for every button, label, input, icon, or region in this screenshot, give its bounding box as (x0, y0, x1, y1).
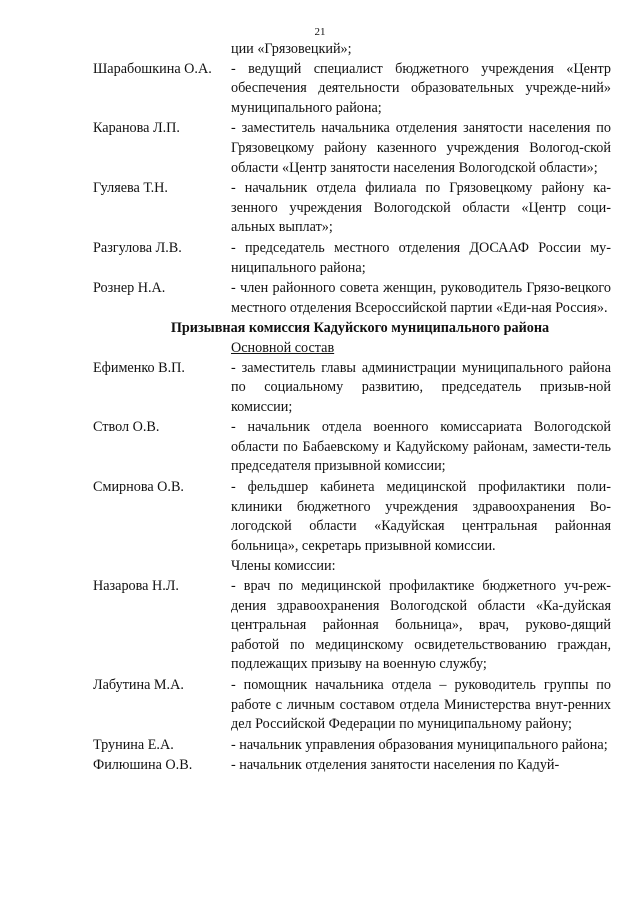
entries-members (93, 577, 611, 776)
member-position: - начальник отдела военного комиссариата Вологодской области по Бабаевскому и Кадуйскому районам, замести-тель председателя призывной комиссии; (231, 419, 611, 475)
member-name: Смирнова О.В. (93, 479, 184, 496)
member-name: Шарабошкина О.А. (93, 60, 212, 77)
member-entry (93, 60, 611, 119)
section-title: Призывная комиссия Кадуйского муниципального района (170, 320, 550, 337)
member-position: - ведущий специалист бюджетного учреждения «Центр обеспечения деятельности образовательных учрежде-ний» муниципального района; (231, 60, 611, 116)
member-entry (93, 119, 611, 178)
member-name: Филюшина О.В. (93, 757, 193, 774)
continuation-text: ции «Грязовецкий»; (231, 41, 352, 57)
entries-top (93, 60, 611, 319)
member-name: Назарова Н.Л. (93, 578, 179, 595)
member-position: - начальник отделения занятости населения по Кадуй- (231, 757, 560, 774)
member-position: - врач по медицинской профилактике бюджетного уч-реж-дения здравоохранения Вологодской области «Ка-дуйская центральная районная больница», врач, руково-дящий работой по медицинскому освидетельствованию граждан, подлежащих призыву на военную службу; (231, 578, 611, 673)
member-entry (93, 359, 611, 418)
member-entry (93, 179, 611, 238)
member-name: Трунина Е.А. (93, 736, 174, 753)
member-entry (93, 478, 611, 556)
member-name: Каранова Л.П. (93, 120, 180, 137)
member-position: - заместитель начальника отделения занятости населения по Грязовецкому району казенного учреждения Вологод-ской области «Центр занятости населения Вологодской области»; (231, 120, 611, 176)
members-label: Члены комиссии: (231, 558, 336, 575)
member-position: - помощник начальника отдела – руководитель группы по работе с личным составом отдела Министерства внут-ренних дел Российской Федерации по муниципальному району; (231, 677, 611, 733)
member-name: Гуляева Т.Н. (93, 180, 168, 197)
member-name: Рознер Н.А. (93, 280, 166, 297)
member-entry (93, 736, 611, 756)
member-name: Разгулова Л.В. (93, 239, 182, 256)
member-position: - председатель местного отделения ДОСААФ России му-ниципального района; (231, 239, 611, 276)
entries-main (93, 359, 611, 557)
member-entry (93, 239, 611, 278)
section-subtitle: Основной состав (231, 339, 335, 356)
document-body (93, 40, 611, 777)
member-position: - начальник отдела филиала по Грязовецкому району ка-зенного учреждения Вологодской области «Центр соци-альных выплат»; (231, 180, 611, 236)
member-entry (93, 418, 611, 477)
member-position: - заместитель главы администрации муниципального района по социальному развитию, председатель призыв-ной комиссии; (231, 359, 611, 415)
member-position: - начальник управления образования муниципального района; (231, 736, 608, 753)
member-position: - член районного совета женщин, руководитель Грязо-вецкого местного отделения Всероссийской партии «Еди-ная Россия». (231, 280, 611, 316)
member-position: - фельдшер кабинета медицинской профилактики поли-клиники бюджетного учреждения здравоохранения Во-логодской области «Кадуйская центральная районная больница», секретарь призывной комиссии. (231, 479, 611, 554)
member-entry (93, 756, 611, 776)
member-entry (93, 676, 611, 735)
page-number: 21 (314, 26, 326, 38)
member-entry (93, 279, 611, 318)
member-entry (93, 577, 611, 675)
member-name: Ствол О.В. (93, 419, 160, 436)
member-name: Ефименко В.П. (93, 359, 185, 376)
member-name: Лабутина М.А. (93, 677, 184, 693)
